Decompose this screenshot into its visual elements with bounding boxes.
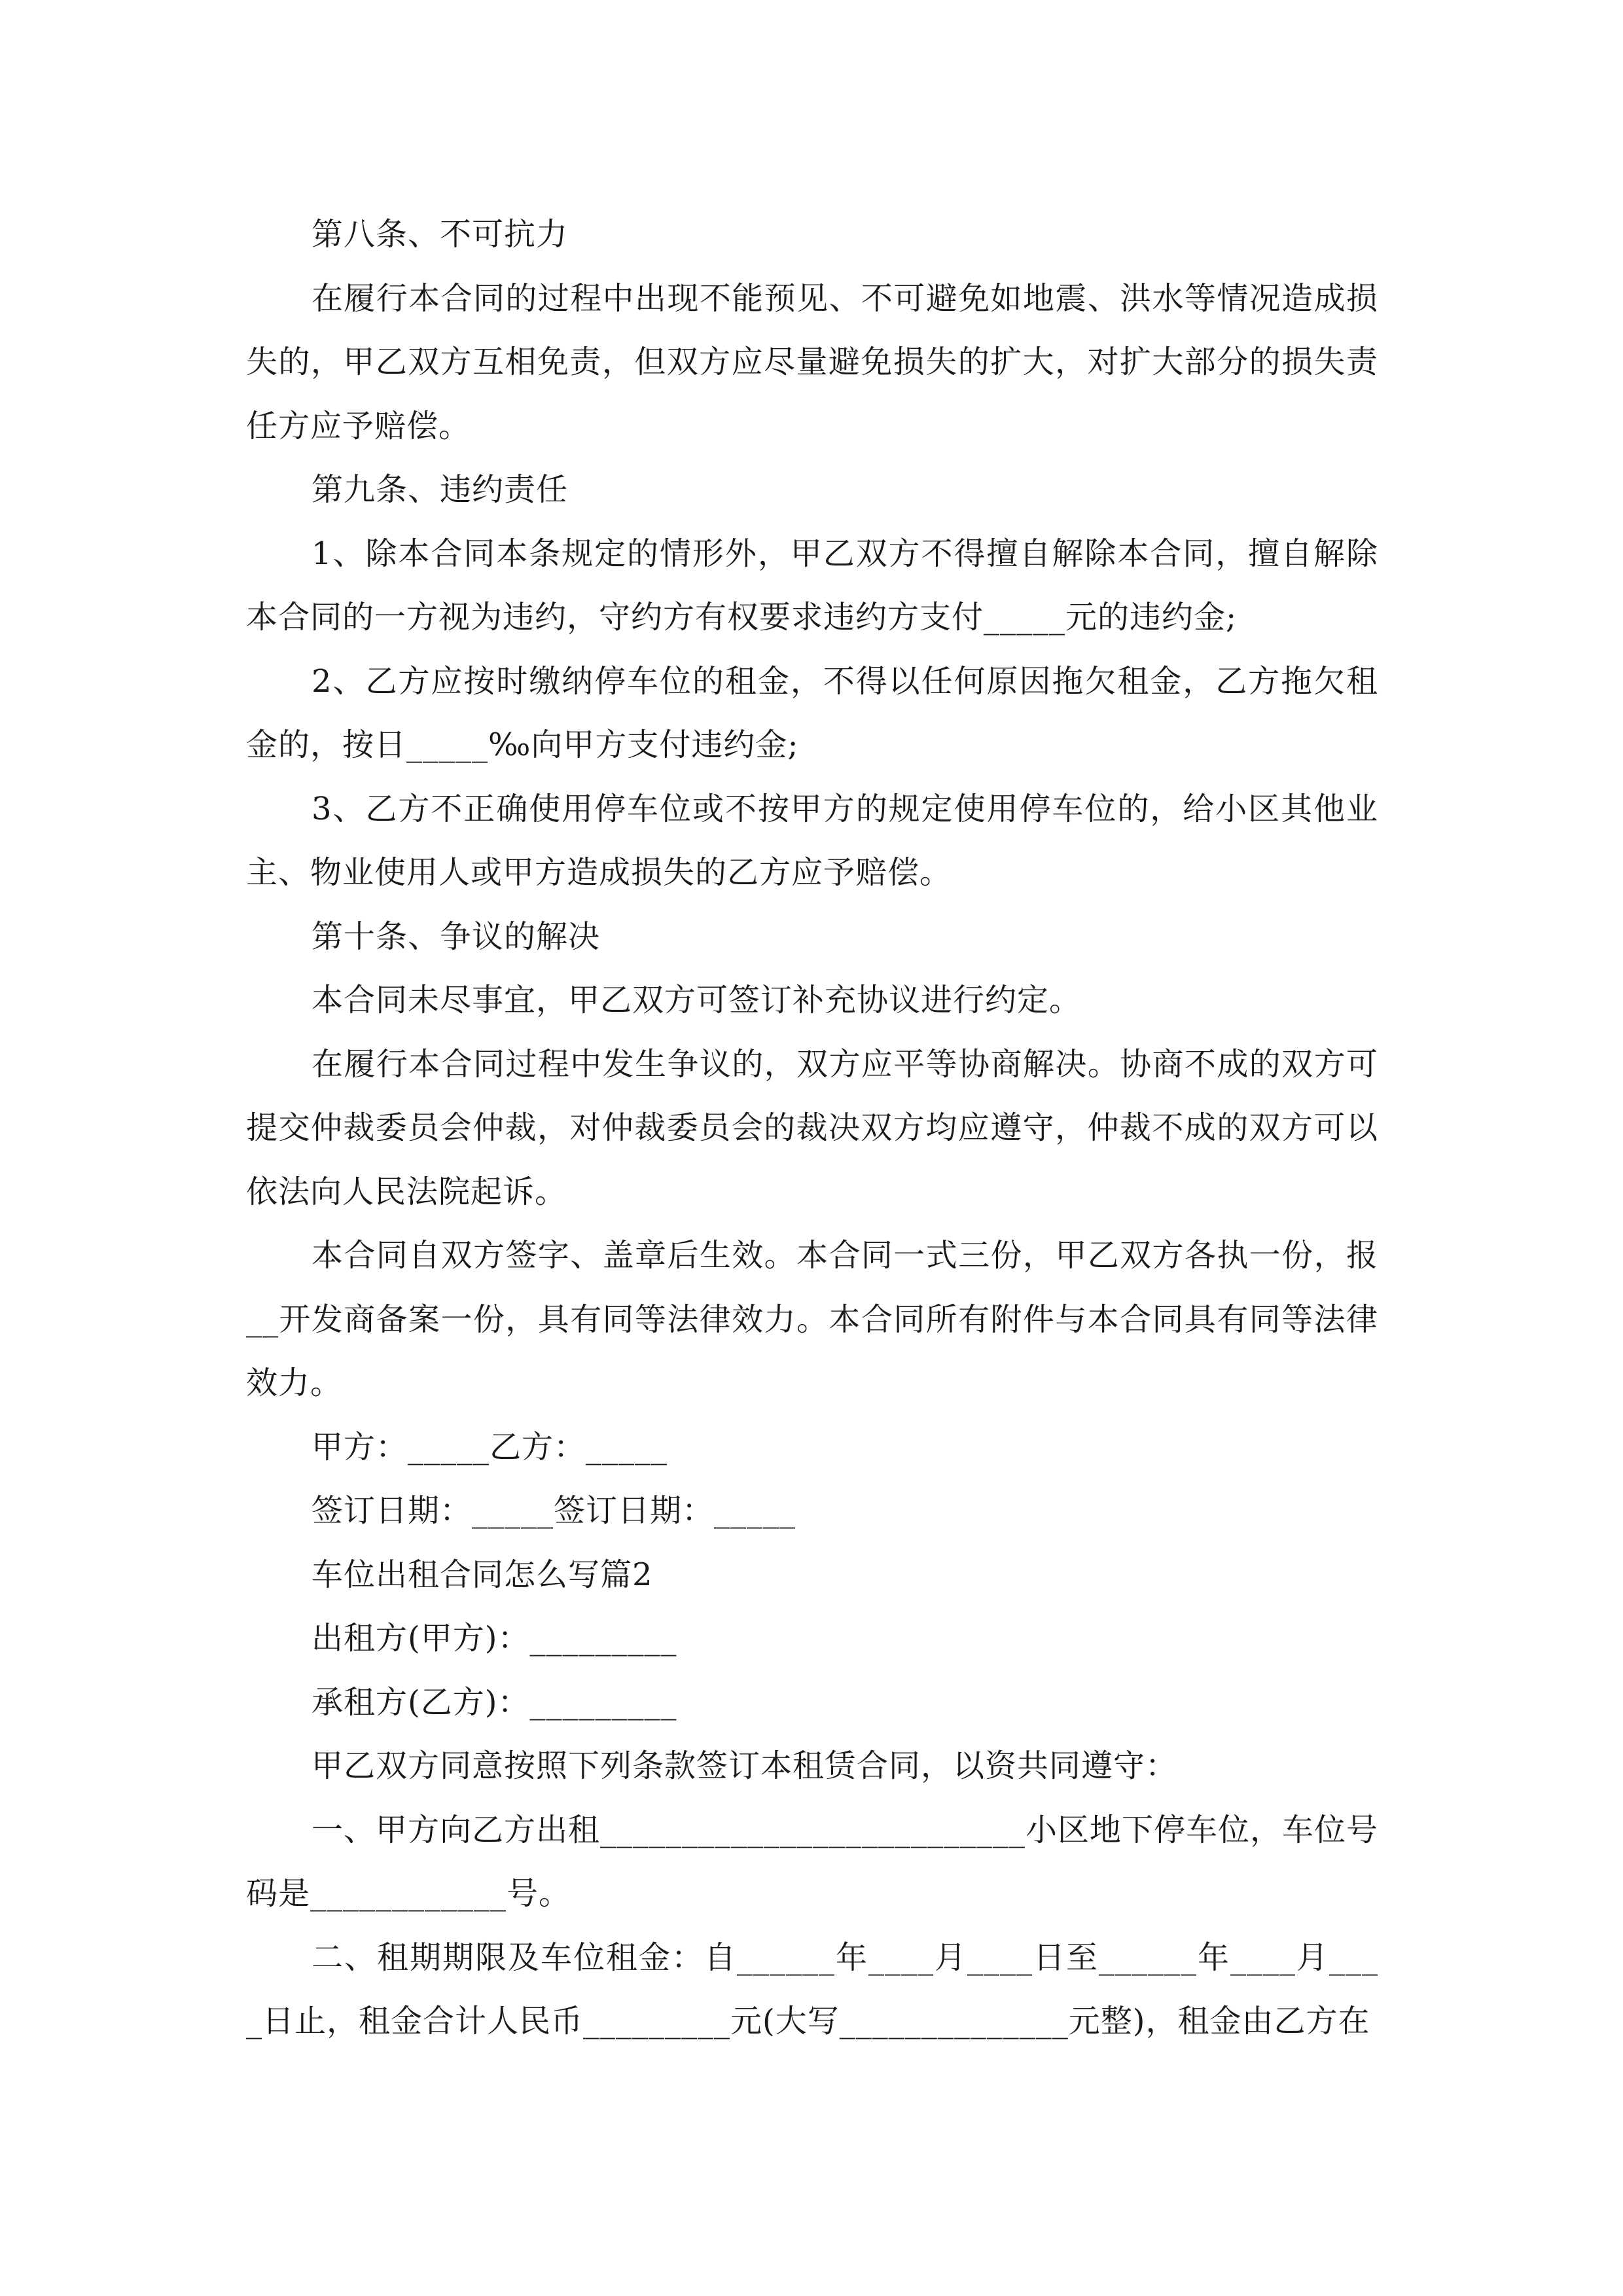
lessor-line: 出租方(甲方)：_________ bbox=[312, 1620, 677, 1657]
signing-date-line: 签订日期：_____签订日期：_____ bbox=[312, 1492, 796, 1529]
article-8-heading: 第八条、不可抗力 bbox=[312, 216, 569, 253]
article-8-text: 在履行本合同的过程中出现不能预见、不可避免如地震、洪水等情况造成损失的，甲乙双方互相免责，但双方应尽量避免损失的扩大，对扩大部分的损失责任方应予赔偿。 bbox=[246, 279, 1378, 444]
article-10-heading: 第十条、争议的解决 bbox=[312, 918, 601, 955]
effectiveness-clause: 本合同自双方签字、盖章后生效。本合同一式三份，甲乙双方各执一份，报__开发商备案一份，具有同等法律效力。本合同所有附件与本合同具有同等法律效力。 bbox=[246, 1237, 1378, 1401]
article-9-clause-3: 3、乙方不正确使用停车位或不按甲方的规定使用停车位的，给小区其他业主、物业使用人或甲方造成损失的乙方应予赔偿。 bbox=[246, 790, 1378, 891]
clause-2-term-rent: 二、租期期限及车位租金：自______年____月____日至______年____月____日止，租金合计人民币_________元(大写______________元整)，租金由乙方在 bbox=[246, 1939, 1378, 2039]
party-signature-line: 甲方：_____乙方：_____ bbox=[312, 1428, 668, 1465]
clause-1-lease-object: 一、甲方向乙方出租__________________________小区地下停车位，车位号码是____________号。 bbox=[246, 1811, 1379, 1912]
agreement-intro: 甲乙双方同意按照下列条款签订本租赁合同，以资共同遵守： bbox=[312, 1748, 1178, 1784]
section-title-2: 车位出租合同怎么写篇2 bbox=[312, 1556, 653, 1593]
article-9-clause-2: 2、乙方应按时缴纳停车位的租金，不得以任何原因拖欠租金，乙方拖欠租金的，按日_____‰向甲方支付违约金; bbox=[246, 662, 1378, 763]
lessee-line: 承租方(乙方)：_________ bbox=[312, 1683, 677, 1721]
article-9-heading: 第九条、违约责任 bbox=[312, 471, 569, 508]
article-10-text-2: 在履行本合同过程中发生争议的，双方应平等协商解决。协商不成的双方可提交仲裁委员会仲裁，对仲裁委员会的裁决双方均应遵守，仲裁不成的双方可以依法向人民法院起诉。 bbox=[246, 1045, 1378, 1210]
article-9-clause-1: 1、除本合同本条规定的情形外，甲乙双方不得擅自解除本合同，擅自解除本合同的一方视为违约，守约方有权要求违约方支付_____元的违约金; bbox=[246, 535, 1378, 636]
article-10-text-1: 本合同未尽事宜，甲乙双方可签订补充协议进行约定。 bbox=[312, 982, 1082, 1018]
document-body bbox=[246, 203, 1378, 2054]
